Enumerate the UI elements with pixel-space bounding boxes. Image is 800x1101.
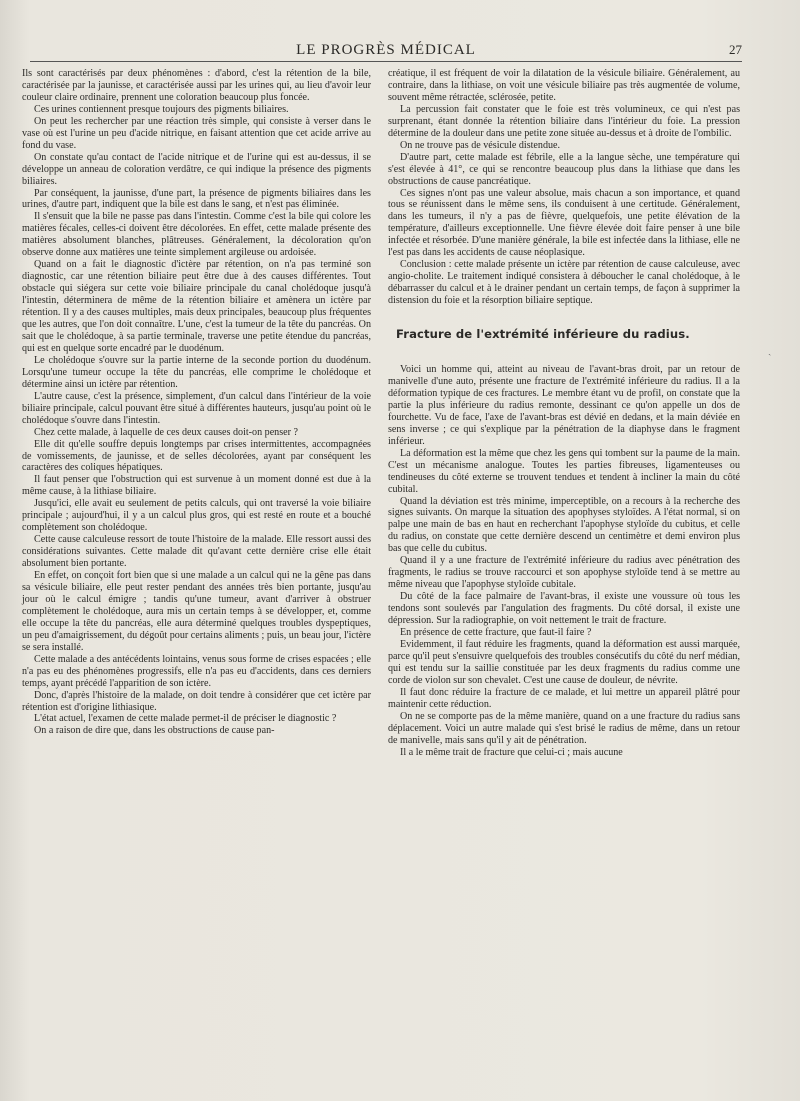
page-number: 27 [729,42,742,57]
paragraph: Conclusion : cette malade présente un ictère par rétention de cause calculeuse, avec angio-cholite. Le traitement indiqué consistera à déboucher le canal cholédoque, à le débarrasser du calcul et à le drainer pendant un certain temps, de façon à supprimer la distension du foie et la résorption biliaire septique. [388,259,740,307]
paragraph: L'autre cause, c'est la présence, simplement, d'un calcul dans l'intérieur de la voie biliaire principale, calcul pouvant être situé à différentes hauteurs, jusqu'au point où le cholédoque s'ouvre dans l'intestin. [22,390,371,426]
paragraph: Il faut donc réduire la fracture de ce malade, et lui mettre un appareil plâtré pour maintenir cette réduction. [388,686,740,710]
margin-mark: ˎ [768,345,772,356]
paragraph: Voici un homme qui, atteint au niveau de l'avant-bras droit, par un retour de manivelle d'une auto, présente une fracture de l'extrémité inférieure du radius. Il a la déformation typique de ces fractures. Le membre étant vu de profil, on constate que la partie la plus inférieure du radius remonte, dessinant ce qu'on appelle un dos de fourchette. Vu de face, l'axe de l'avant-bras est dévié en dedans, et la main déviée en sens inverse ; ce qui s'explique par la pénétration de la diaphyse dans le fragment inférieur. [388,364,740,447]
left-column [22,68,371,737]
paragraph: En effet, on conçoit fort bien que si une malade a un calcul qui ne la gêne pas dans sa vésicule biliaire, elle peut rester pendant des années très bien portante, jusqu'au jour où le calcul émigre ; tandis qu'une tumeur, avant d'arriver à obstruer complètement le cholédoque, aura mis un certain temps à se développer, et, comme elle occupe la tête du pancréas, elle aura déterminé quelques troubles dyspeptiques, un peu d'amaigrissement, du dégoût pour certains aliments ; puis, un beau jour, l'ictère se sera installé. [22,570,371,653]
paragraph: Par conséquent, la jaunisse, d'une part, la présence de pigments biliaires dans les urines, d'autre part, indiquent que la bile est dans le sang, et n'est pas éliminée. [22,187,371,211]
paragraph: Il s'ensuit que la bile ne passe pas dans l'intestin. Comme c'est la bile qui colore les matières fécales, celles-ci doivent être décolorées. En effet, cette malade présente des matières absolument blanches, plâtreuses. Généralement, la décoloration qu'on observe donne aux matières une teinte simplement argileuse ou ardoisée. [22,211,371,259]
paragraph: Elle dit qu'elle souffre depuis longtemps par crises intermittentes, accompagnées de vomissements, de jaunisse, et de selles décolorées, ayant par conséquent les caractères des coliques hépatiques. [22,438,371,474]
paragraph: On ne se comporte pas de la même manière, quand on a une fracture du radius sans déplacement. Voici un autre malade qui s'est brisé le radius de même, dans un retour de manivelle, mais sans qu'il y ait de pénétration. [388,710,740,746]
paragraph: Evidemment, il faut réduire les fragments, quand la déformation est aussi marquée, parce qu'il peut s'ensuivre quelquefois des troubles consécutifs du côté du nerf médian, qui est tendu sur la saillie constituée par les deux fragments du radius comme une corde de violon sur son chevalet. C'est une cause de douleur, de névrite. [388,638,740,686]
paragraph: Il faut penser que l'obstruction qui est survenue à un moment donné est due à la même cause, à la lithiase biliaire. [22,474,371,498]
section-heading: Fracture de l'extrémité inférieure du radius. [396,327,690,342]
paragraph: La percussion fait constater que le foie est très volumineux, ce qui n'est pas surprenant, étant donnée la rétention biliaire dans l'intérieur du foie. La pression détermine de la douleur dans une petite zone située au-dessus et à droite de l'ombilic. [388,103,740,139]
paragraph: D'autre part, cette malade est fébrile, elle a la langue sèche, une température qui s'est élevée à 41°, ce qui se rencontre beaucoup plus dans la lithiase que dans les obstructions de cause pancréatique. [388,151,740,187]
paragraph: La déformation est la même que chez les gens qui tombent sur la paume de la main. C'est un mécanisme analogue. Toutes les parties fibreuses, ligamenteuses ou tendineuses du côté externe se trouvent tendues et tendent à incliner la main du côté cubital. [388,447,740,495]
paragraph: On constate qu'au contact de l'acide nitrique et de l'urine qui est au-dessus, il se développe un anneau de coloration verdâtre, ce qui indique la présence des pigments biliaires. [22,151,371,187]
paragraph: Ils sont caractérisés par deux phénomènes : d'abord, c'est la rétention de la bile, caractérisée par la jaunisse, et caractérisée aussi par les urines qui, au lieu d'avoir leur couleur claire ordinaire, prennent une coloration beaucoup plus foncée. [22,68,371,103]
paragraph: L'état actuel, l'examen de cette malade permet-il de préciser le diagnostic ? [34,713,337,725]
paragraph: Cette cause calculeuse ressort de toute l'histoire de la malade. Elle ressort aussi des considérations suivantes. Cette malade dit qu'avant cette dernière crise elle était absolument bien portante. [22,534,371,570]
paragraph: Quand on a fait le diagnostic d'ictère par rétention, on n'a pas terminé son diagnostic, car une rétention biliaire peut être due à des causes différentes. Tout obstacle qui siégera sur cette voie biliaire principale du canal cholédoque jusqu'à l'intestin, déterminera de même de la rétention biliaire et amènera un ictère par rétention. Il y a des causes multiples, mais deux principales, beaucoup plus fréquentes que les autres, que l'on doit connaître. L'une, c'est la tumeur de la tête du pancréas. On sait que le cholédoque, à sa partie terminale, traverse une petite étendue du pancréas, qui est en quelque sorte encadré par le duodénum. [22,259,371,354]
paragraph: Du côté de la face palmaire de l'avant-bras, il existe une voussure où tous les tendons sont soulevés par l'angulation des fragments. Du côté dorsal, il existe une dépression. Sur la radiographie, on voit nettement le trait de fracture. [388,591,740,627]
right-column [388,68,740,758]
paragraph: créatique, il est fréquent de voir la dilatation de la vésicule biliaire. Généralement, au contraire, dans la lithiase, on voit une vésicule biliaire pas très augmentée de volume, souvent même rétractée, sclérosée, petite. [388,68,740,103]
paragraph: Chez cette malade, à laquelle de ces deux causes doit-on penser ? [34,426,298,438]
paragraph: On ne trouve pas de vésicule distendue. [400,139,561,151]
paragraph: On a raison de dire que, dans les obstructions de cause pan- [34,725,275,737]
paragraph: Quand il y a une fracture de l'extrémité inférieure du radius avec pénétration des fragments, le radius se trouve raccourci et son apophyse styloïde tend à se mettre au même niveau que l'apophyse styloïde cubitale. [388,555,740,591]
paragraph: En présence de cette fracture, que faut-il faire ? [400,626,592,638]
paragraph: Ces signes n'ont pas une valeur absolue, mais chacun a son importance, et quand tous se réunissent dans le même sens, ils conduisent à une certitude. Généralement, dans les tumeurs, il n'y a pas de fièvre, quelquefois, une petite élévation de la température, d'ailleurs exceptionnelle. Une fièvre élevée doit faire penser à une bile infectée et résorbée. D'une manière générale, la bile est infectée dans la lithiase, elle ne l'est pas dans les accidents de cause néoplasique. [388,187,740,259]
header-rule [30,61,742,62]
paragraph: On peut les rechercher par une réaction très simple, qui consiste à verser dans le vase où est l'urine un peu d'acide nitrique, en faisant attention que cet acide arrive au fond du vase. [22,115,371,151]
journal-title: LE PROGRÈS MÉDICAL [296,42,476,58]
paragraph: Il a le même trait de fracture que celui-ci ; mais aucune [400,746,623,758]
paragraph: Cette malade a des antécédents lointains, venus sous forme de crises espacées ; elle n'a pas eu des phénomènes progressifs, elle n'a pas eu d'accidents, dans ces derniers temps, ayant précédé l'apparition de son ictère. [22,653,371,689]
paragraph: Quand la déviation est très minime, imperceptible, on a recours à la recherche des signes suivants. On marque la situation des apophyses styloïdes. A l'état normal, si on palpe une main de bas en haut en recherchant l'apophyse styloïde du cubitus, et celle du radius, on constate que cette dernière descend un centimètre et demi environ plus bas que celle du cubitus. [388,495,740,555]
paragraph: Ces urines contiennent presque toujours des pigments biliaires. [34,103,289,115]
paragraph: Jusqu'ici, elle avait eu seulement de petits calculs, qui ont traversé la voie biliaire principale ; aujourd'hui, il y a un calcul plus gros, qui est resté en route et a bouché complètement son cholédoque. [22,498,371,534]
paragraph: Le cholédoque s'ouvre sur la partie interne de la seconde portion du duodénum. Lorsqu'une tumeur occupe la tête du pancréas, elle comprime le cholédoque et détermine ainsi un ictère par rétention. [22,354,371,390]
paragraph: Donc, d'après l'histoire de la malade, on doit tendre à considérer que cet ictère par rétention est d'origine lithiasique. [22,689,371,713]
